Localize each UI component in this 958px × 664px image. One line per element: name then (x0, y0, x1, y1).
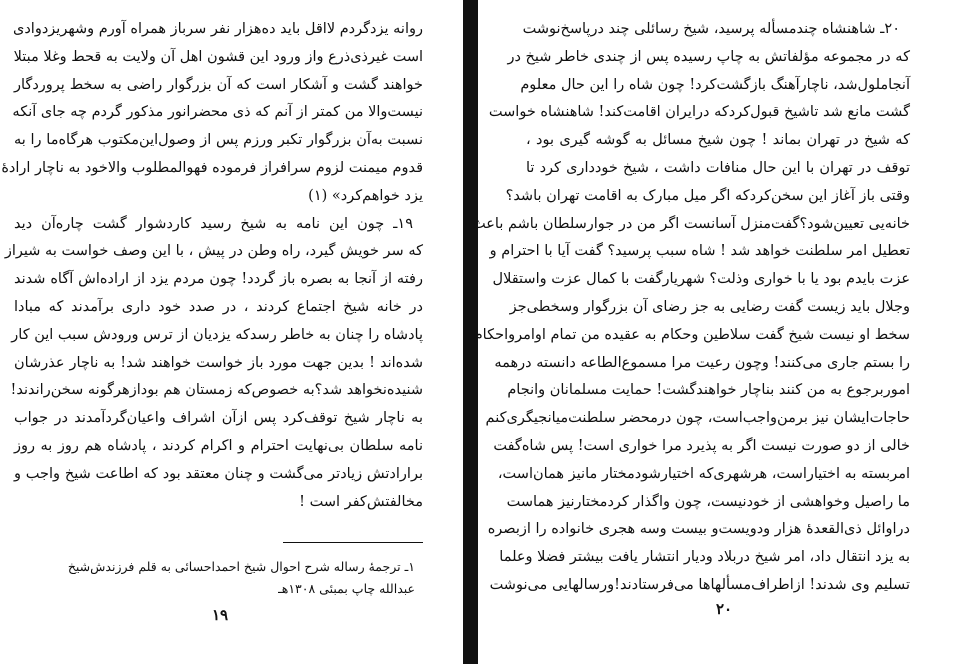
text-line: پادشاه را چنان به خاطر رسدکه یزدیان از ترس ورودش سبب این کار (11, 326, 423, 343)
left-page (0, 0, 463, 664)
paragraph-19-heading-line: ۱۹ـ چون این نامه به شیخ رسید کاردشوار گشت چاره‌آن دید (14, 215, 413, 232)
text-line: که در مجموعه مؤلفاتش به چاپ رسیده پس از چندی خاطر شیخ در (507, 48, 910, 65)
text-line: به یزد انتقال داد، امر شیخ دربلاد ودیار انتشار یافت بیشتر فضلا وعلما (499, 549, 910, 566)
text-line: دراوائل ذی‌القعدهٔ هزار ودویست‌و بیست وسه هجری خانواده را ازبصره (487, 521, 910, 538)
text-line: امربسته به اختیاراست، هرشهری‌که اختیارشودمختار مانیز همان‌است، (497, 465, 910, 482)
text-line: نیست‌والا من کمتر از آنم که ذی محضرانور مذکور گردم چه جای آنکه (12, 104, 423, 121)
text-line: تسلیم وی شدند! ازاطراف‌مسألهاها می‌فرستادند!ورسالهایی می‌نوشت (489, 576, 910, 593)
text-line: به ناچار شیخ توقف‌کرد پس از‌آن اشراف واعیان‌گردآمدند در جواب (14, 410, 423, 427)
text-line: را بستم جاری می‌کنند! وچون رعیت مرا مسموع‌الطاعه دانسته درهمه (494, 354, 910, 371)
text-line: نامه سلطان بی‌نهایت احترام و اکرام کردند ، پادشاه هم روز به روز (14, 437, 423, 454)
text-line: عزت بایدم بود یا با خواری وذلت؟ شهریارگفت با کمال عزت واستقلال (492, 271, 910, 288)
text-line: وجلال باید زیست گفت رضایی به جز رضای آن بزرگوار وسخطی‌جز (509, 298, 910, 315)
paragraph-20-heading-line: ۲۰ـ شاهنشاه چندمسأله پرسید، شیخ رسائلی چند درپاسخ‌نوشت (522, 21, 900, 37)
text-line: ما راصیل وخواهشی از خودنیست، چون واگذار کردمختارنیز هماست (506, 493, 910, 510)
text-line: شنیده‌نخواهد شد؟به خصوص‌که زمستان هم بودازهرگونه سخن‌راندند! (10, 382, 423, 399)
text-line: شده‌اند ! بدین جهت مورد باز خواست خواهند شد! به ناچار عذرشان (14, 354, 423, 371)
text-line: مخالفتش‌کفر است ! (299, 493, 423, 510)
text-line: برارادتش زیادتر می‌گشت و چنان معتقد بود که اطاعت شیخ واجب و (14, 465, 423, 482)
text-line: نسبت به‌آن بزرگوار تکبر ورزم پس از وصول‌این‌مکتوب هرگاه‌ما را به (14, 132, 423, 149)
footnote (55, 556, 415, 600)
text-line: که سر خویش گیرد، راه وطن در پیش ، با این وصف خواست به شیراز (4, 243, 423, 260)
page-number-right: ۲۰ (715, 600, 733, 618)
text-line: یزد خواهم‌کرد» (۱) (308, 187, 423, 204)
footnote-line: ۱ـ ترجمهٔ رساله شرح احوال شیخ احمداحسائی به قلم فرزندش‌شیخ (67, 559, 415, 574)
text-line: توقف در تهران با این حال منافات داشت ، شیخ خودداری کرد تا (526, 159, 910, 176)
text-line: خالی از دو صورت نیست اگر به پذیرد مرا خواری است! پس شاه‌گفت (493, 437, 910, 454)
right-page (472, 0, 958, 664)
text-line: رفته از آنجا به بصره باز گردد! چون مردم یزد از اراده‌اش آگاه شدند (14, 271, 423, 288)
text-line: وقتی باز آغاز این سخن‌کردکه اگر میل مبارک به اقامت تهران باشد؟ (505, 187, 910, 204)
right-text-block (472, 16, 910, 600)
text-line: خواهند گشت و آشکار است که آن بزرگوار راضی به سخط پروردگار (14, 76, 423, 93)
text-line: است غیرذی‌ذرع واز ورود این قشون اهل آن ولایت به قحط وغلا مبتلا (13, 48, 423, 65)
text-line: در خانه شیخ اجتماع کردند ، در صدد خود داری برآمدند که مبادا (14, 298, 423, 315)
text-line: روانه یزدگردم لااقل باید ده‌هزار نفر سرباز همراه آورم وشهریزدوادی (12, 21, 423, 37)
left-text-block (1, 16, 423, 516)
text-line: حاجات‌ایشان نیز برمن‌واجب‌است، چون درمحضر سلطنت‌میانجیگری‌کنم (485, 410, 910, 427)
text-line: قدوم میمنت لزوم سرافراز فرموده فهوالمطلوب والاخود به ناچار ارادهٔ (1, 159, 423, 176)
footnote-line: عبدالله چاپ بمبئی ۱۳۰۸هـ (278, 581, 415, 596)
footnote-separator (283, 542, 423, 543)
text-line: سخط او نیست شیخ گفت سلاطین وحکام به عقیده من تمام اوامرواحکام (473, 326, 910, 343)
text-line: گشت مانع شد تاشیخ قبول‌کردکه درایران اقامت‌کند! شاهنشاه خواست (488, 104, 910, 121)
page-number-left: ۱۹ (211, 606, 229, 624)
text-line: آنجاملول‌شد، ناچارآهنگ بازگشت‌کرد! چون شاه را این حال معلوم (520, 76, 910, 93)
text-line: خانه‌یی تعیین‌شود؟گفت‌منزل آسانست اگر من در جوارسلطان باشم باعث (472, 215, 910, 232)
text-line: که شیخ در تهران بماند ! چون شیخ مسائل به گوشه گیری بود ، (526, 132, 910, 149)
text-line: تعطیل امر سلطنت خواهد شد ! شاه سبب پرسید؟ گفت آیا با احترام و (489, 243, 910, 260)
text-line: اموربرجوع به من کنند بناچار خواهندگشت! حمایت مسلمانان وانجام (507, 382, 910, 399)
